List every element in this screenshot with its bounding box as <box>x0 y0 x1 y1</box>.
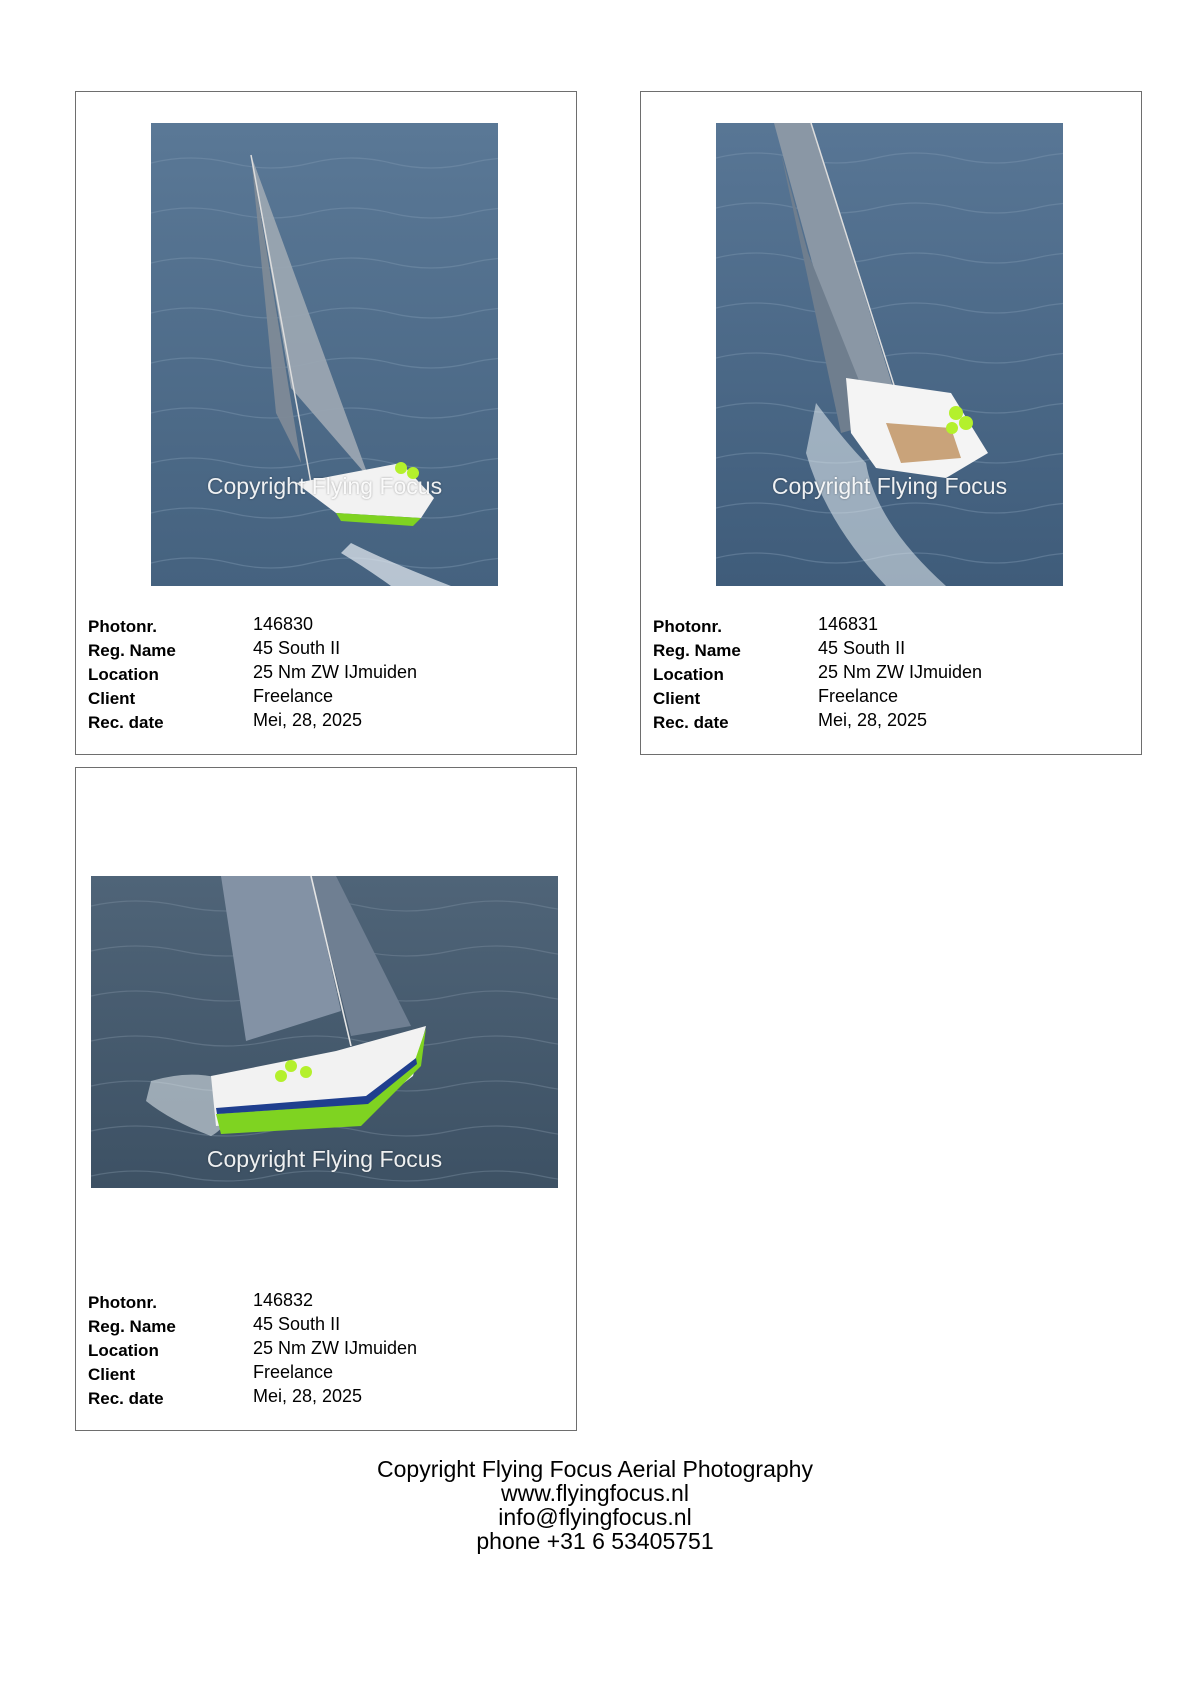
photo-card <box>640 91 1142 755</box>
location-value: 25 Nm ZW IJmuiden <box>253 1338 418 1358</box>
photo-details <box>653 614 1123 734</box>
location-value: 25 Nm ZW IJmuiden <box>253 662 418 682</box>
rec-date-row <box>653 710 1123 734</box>
rec-date-value: Mei, 28, 2025 <box>818 710 928 730</box>
client-value: Freelance <box>818 686 899 706</box>
reg-name-label: Reg. Name <box>653 641 741 660</box>
footer-phone: phone +31 6 53405751 <box>476 1528 714 1554</box>
photonr-row <box>88 614 558 638</box>
reg-name-value: 45 South II <box>253 1314 341 1334</box>
rec-date-value: Mei, 28, 2025 <box>253 1386 363 1406</box>
reg-name-row <box>653 638 1123 662</box>
photo-card <box>75 91 577 755</box>
client-value: Freelance <box>253 686 334 706</box>
sailboat-image <box>151 123 498 586</box>
reg-name-value: 45 South II <box>253 638 341 658</box>
photonr-value: 146830 <box>253 614 314 634</box>
location-value: 25 Nm ZW IJmuiden <box>818 662 983 682</box>
copyright-watermark: Copyright Flying Focus <box>206 473 443 499</box>
reg-name-row <box>88 1314 558 1338</box>
location-label: Location <box>88 1341 159 1360</box>
footer-website-link[interactable]: www.flyingfocus.nl <box>501 1480 689 1506</box>
rec-date-value: Mei, 28, 2025 <box>253 710 363 730</box>
footer-email-link[interactable]: info@flyingfocus.nl <box>498 1504 692 1530</box>
rec-date-row <box>88 710 558 734</box>
photonr-label: Photonr. <box>88 617 157 636</box>
copyright-watermark: Copyright Flying Focus <box>206 1146 443 1172</box>
photonr-value: 146831 <box>818 614 879 634</box>
page-footer <box>0 1457 1190 1553</box>
location-row <box>88 1338 558 1362</box>
reg-name-label: Reg. Name <box>88 641 176 660</box>
photo-details <box>88 614 558 734</box>
client-row <box>653 686 1123 710</box>
rec-date-label: Rec. date <box>88 713 164 732</box>
reg-name-label: Reg. Name <box>88 1317 176 1336</box>
sailboat-photo[interactable] <box>91 876 558 1188</box>
footer-copyright: Copyright Flying Focus Aerial Photography <box>377 1456 813 1482</box>
client-value: Freelance <box>253 1362 334 1382</box>
reg-name-value: 45 South II <box>818 638 906 658</box>
photonr-label: Photonr. <box>88 1293 157 1312</box>
location-label: Location <box>88 665 159 684</box>
photonr-value: 146832 <box>253 1290 314 1310</box>
rec-date-label: Rec. date <box>88 1389 164 1408</box>
sailboat-photo[interactable] <box>151 123 498 586</box>
client-row <box>88 686 558 710</box>
photo-card <box>75 767 577 1431</box>
photo-details <box>88 1290 558 1410</box>
rec-date-label: Rec. date <box>653 713 729 732</box>
client-label: Client <box>88 1365 136 1384</box>
sailboat-image <box>91 876 558 1188</box>
location-label: Location <box>653 665 724 684</box>
client-label: Client <box>653 689 701 708</box>
sailboat-image <box>716 123 1063 586</box>
reg-name-row <box>88 638 558 662</box>
photonr-row <box>653 614 1123 638</box>
location-row <box>88 662 558 686</box>
photonr-row <box>88 1290 558 1314</box>
rec-date-row <box>88 1386 558 1410</box>
photonr-label: Photonr. <box>653 617 722 636</box>
client-row <box>88 1362 558 1386</box>
client-label: Client <box>88 689 136 708</box>
sailboat-photo[interactable] <box>716 123 1063 586</box>
location-row <box>653 662 1123 686</box>
copyright-watermark: Copyright Flying Focus <box>771 473 1008 499</box>
